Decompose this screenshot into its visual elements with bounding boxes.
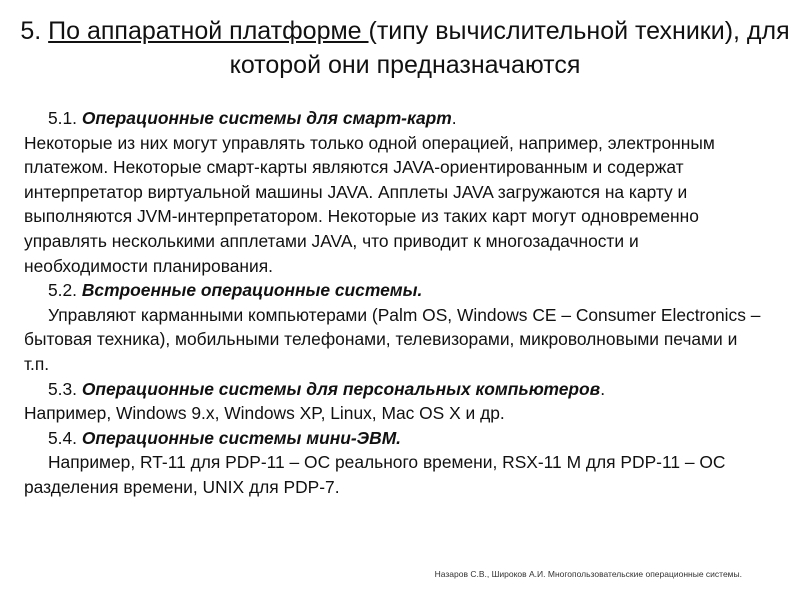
section-number: 5.4. (48, 427, 82, 448)
section-number: 5.2. (48, 280, 82, 301)
section-heading-5-1 (24, 106, 764, 131)
footer-citation: Назаров С.В., Широков А.И. Многопользовательские операционные системы. (434, 569, 742, 579)
title-rest-text: (типу вычислительной техники), для которой они предназначаются (229, 17, 790, 79)
section-heading-text: Операционные системы для смарт-карт (81, 108, 452, 128)
section-text-5-2: Управляют карманными компьютерами (Palm OS, Windows CE – Consumer Electronics – бытовая техника), мобильными телефонами, телевизорами, микроволновыми печами и т.п. (24, 304, 761, 374)
section-number: 5.3. (48, 378, 82, 399)
section-heading-end: . (600, 378, 606, 399)
section-heading-text: Операционные системы мини-ЭВМ. (81, 427, 402, 448)
section-heading-5-3 (24, 377, 764, 402)
section-number: 5.1. (48, 108, 82, 128)
title-number: 5. (20, 17, 49, 45)
section-heading-5-4 (24, 426, 764, 451)
section-heading-text: Встроенные операционные системы. (81, 280, 423, 301)
section-heading-end: . (451, 108, 457, 128)
title-underlined-text: По аппаратной платформе (48, 17, 369, 45)
section-heading-text: Операционные системы для персональных компьютеров (81, 378, 601, 399)
section-text-5-3: Например, Windows 9.x, Windows XP, Linux, Mac OS X и др. (24, 403, 505, 424)
slide-body (24, 106, 764, 500)
section-text-5-1: Некоторые из них могут управлять только одной операцией, например, электронным платежом. Некоторые смарт-карты являются JAVA-ориентированным и содержат интерпретатор виртуальной машины JAVA. Апплеты JAVA загружаются на карту и выполняются JVM-интерпретатором. Некоторые из таких карт могут одновременно управлять несколькими апплетами JAVA, что приводит к многозадачности и необходимости планирования. (24, 132, 715, 276)
section-heading-5-2 (24, 278, 764, 303)
section-text-5-4: Например, RT-11 для PDP-11 – ОС реального времени, RSX-11 M для PDP-11 – ОС разделения времени, UNIX для PDP-7. (24, 452, 726, 497)
slide-title (20, 14, 790, 82)
